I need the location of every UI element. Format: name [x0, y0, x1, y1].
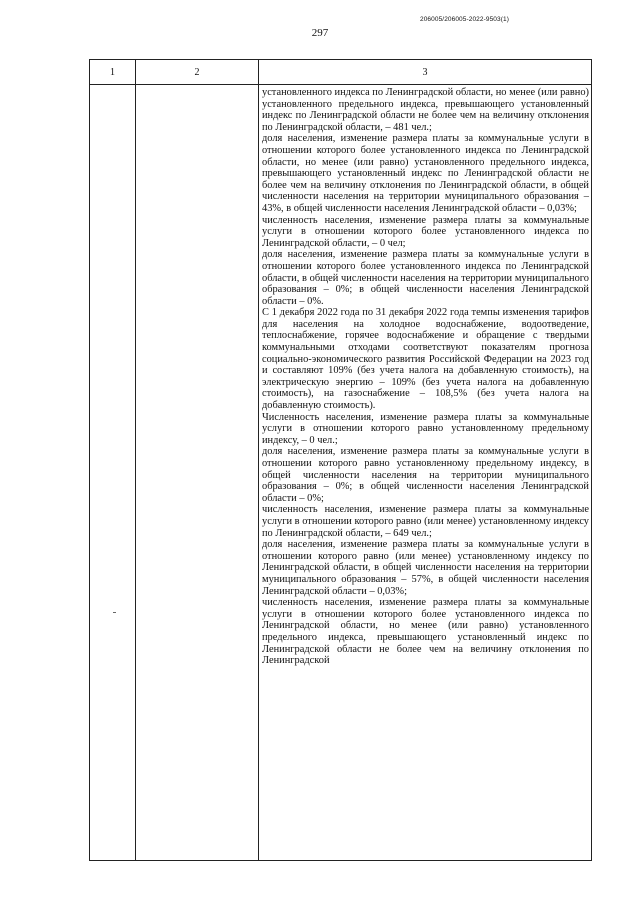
scan-speck	[113, 612, 116, 613]
paragraph: численность населения, изменение размера платы за коммунальные услуги в отношении которого более установленного индекса по Ленинградской области, – 0 чел;	[262, 214, 589, 249]
document-id: 206005/206005-2022-9503(1)	[420, 16, 509, 23]
column-2-cell	[136, 85, 259, 861]
table-header-row	[90, 60, 592, 85]
paragraph: численность населения, изменение размера платы за коммунальные услуги в отношении которого более установленного индекса по Ленинградской области, но менее (или равно) установленного предельного индекса, превышающего установленный индекс по Ленинградской области не более чем на величину отклонения по Ленинградской	[262, 597, 589, 667]
paragraph: С 1 декабря 2022 года по 31 декабря 2022 года темпы изменения тарифов для населения на холодное водоснабжение, водоотведение, теплоснабжение, горячее водоснабжение и обращение с твердыми коммунальными отходами соответствуют показателям прогноза социально-экономического развития Российской Федерации на 2023 год и составляют 109% (без учета налога на добавленную стоимость), на электрическую энергию – 109% (без учета налога на добавленную стоимость), на газоснабжение – 108,5% (без учета налога на добавленную стоимость).	[262, 307, 589, 412]
paragraph: доля населения, изменение размера платы за коммунальные услуги в отношении которого равно (или менее) установленному индексу по Ленинградской области, в общей численности населения на территории муниципального образования – 57%, в общей численности населения Ленинградской области – 0,03%;	[262, 539, 589, 597]
column-header-3: 3	[259, 60, 592, 85]
column-3-cell	[259, 85, 592, 861]
paragraph: Численность населения, изменение размера платы за коммунальные услуги в отношении которого равно установленному предельному индексу, – 0 чел.;	[262, 411, 589, 446]
table-row	[90, 85, 592, 861]
paragraph: доля населения, изменение размера платы за коммунальные услуги в отношении которого более установленного индекса по Ленинградской области, но менее (или равно) установленного предельного индекса, превышающего установленный индекс по Ленинградской области не более чем на величину отклонения по Ленинградской области, в общей численности населения на территории муниципального образования – 43%, в общей численности населения Ленинградской области – 0,03%;	[262, 133, 589, 214]
column-header-2: 2	[136, 60, 259, 85]
paragraph: доля населения, изменение размера платы за коммунальные услуги в отношении которого более установленного индекса по Ленинградской области, в общей численности населения на территории муниципального образования – 0%; в общей численности населения Ленинградской области – 0%.	[262, 249, 589, 307]
column-1-cell	[90, 85, 136, 861]
paragraph: численность населения, изменение размера платы за коммунальные услуги в отношении которого равно (или менее) установленному индексу по Ленинградской области, – 649 чел.;	[262, 504, 589, 539]
document-table	[89, 59, 592, 861]
paragraph: доля населения, изменение размера платы за коммунальные услуги в отношении которого равно установленному предельному индексу, в общей численности населения на территории муниципального образования – 0%; в общей численности населения Ленинградской области – 0%;	[262, 446, 589, 504]
column-header-1: 1	[90, 60, 136, 85]
paragraph: установленного индекса по Ленинградской области, но менее (или равно) установленного предельного индекса, превышающего установленный индекс по Ленинградской области не более чем на величину отклонения по Ленинградской области, – 481 чел.;	[262, 87, 589, 133]
page-number: 297	[311, 27, 329, 39]
